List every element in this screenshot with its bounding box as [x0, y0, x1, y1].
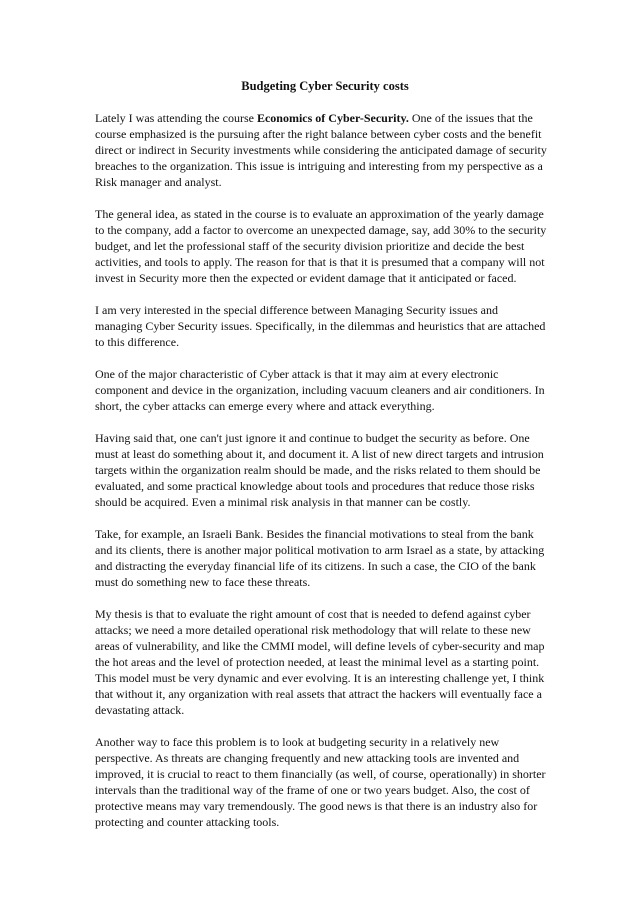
paragraph-interest: I am very interested in the special difference between Managing Security issues and managing Cyber Security issues. Specifically, in the dilemmas and heuristics that are attached to this difference. [95, 303, 546, 349]
intro-text-before: Lately I was attending the course [95, 111, 257, 125]
paragraph-israeli-bank: Take, for example, an Israeli Bank. Besides the financial motivations to steal from the bank and its clients, there is another major political motivation to arm Israel as a state, by attacking and distracting the everyday financial life of its citizens. In such a case, the CIO of the bank must do something new to face these threats. [95, 527, 545, 589]
course-name: Economics of Cyber-Security. [256, 111, 409, 125]
paragraph-intro [95, 110, 547, 190]
paragraph-another-way: Another way to face this problem is to look at budgeting security in a relatively new perspective. As threats are changing frequently and new attacking tools are invented and improved, it is crucial to react to them financially (as well, of course, operationally) in shorter intervals than the traditional way of the frame of one or two years budget. Also, the cost of protective means may vary tremendously. The good news is that there is an industry also for protecting and counter attacking tools. [95, 735, 546, 829]
paragraph-cyber-attack-characteristic: One of the major characteristic of Cyber attack is that it may aim at every electronic component and device in the organization, including vacuum cleaners and air conditioners. In short, the cyber attacks can emerge every where and attack everything. [95, 367, 545, 413]
paragraph-general-idea: The general idea, as stated in the course is to evaluate an approximation of the yearly damage to the company, add a factor to overcome an unexpected damage, say, add 30% to the security budget, and let the professional staff of the security division prioritize and decide the best activities, and tools to apply. The reason for that is that it is presumed that a company will not invest in Security more then the expected or evident damage that it anticipated or faced. [95, 207, 547, 285]
document-title: Budgeting Cyber Security costs [241, 79, 409, 93]
paragraph-thesis: My thesis is that to evaluate the right amount of cost that is needed to defend against cyber attacks; we need a more detailed operational risk methodology that will relate to these new areas of vulnerability, and like the CMMI model, will define levels of cyber-security and map the hot areas and the level of protection needed, at least the minimal level as a starting point. This model must be very dynamic and ever evolving. It is an interesting challenge yet, I think that without it, any organization with real assets that attract the hackers will eventually face a devastating attack. [95, 607, 545, 717]
paragraph-budget-security: Having said that, one can't just ignore it and continue to budget the security as before. One must at least do something about it, and document it. A list of new direct targets and intrusion targets within the organization realm should be made, and the risks related to them should be evaluated, and some practical knowledge about tools and procedures that reduce those risks should be acquired. Even a minimal risk analysis in that manner can be costly. [95, 431, 544, 509]
intro-text-after: One of the issues that the course emphasized is the pursuing after the right balance between cyber costs and the benefit direct or indirect in Security investments while considering the anticipated damage of security breaches to the organization. This issue is intriguing and interesting from my perspective as a Risk manager and analyst. [95, 111, 547, 189]
document-page [95, 78, 547, 830]
